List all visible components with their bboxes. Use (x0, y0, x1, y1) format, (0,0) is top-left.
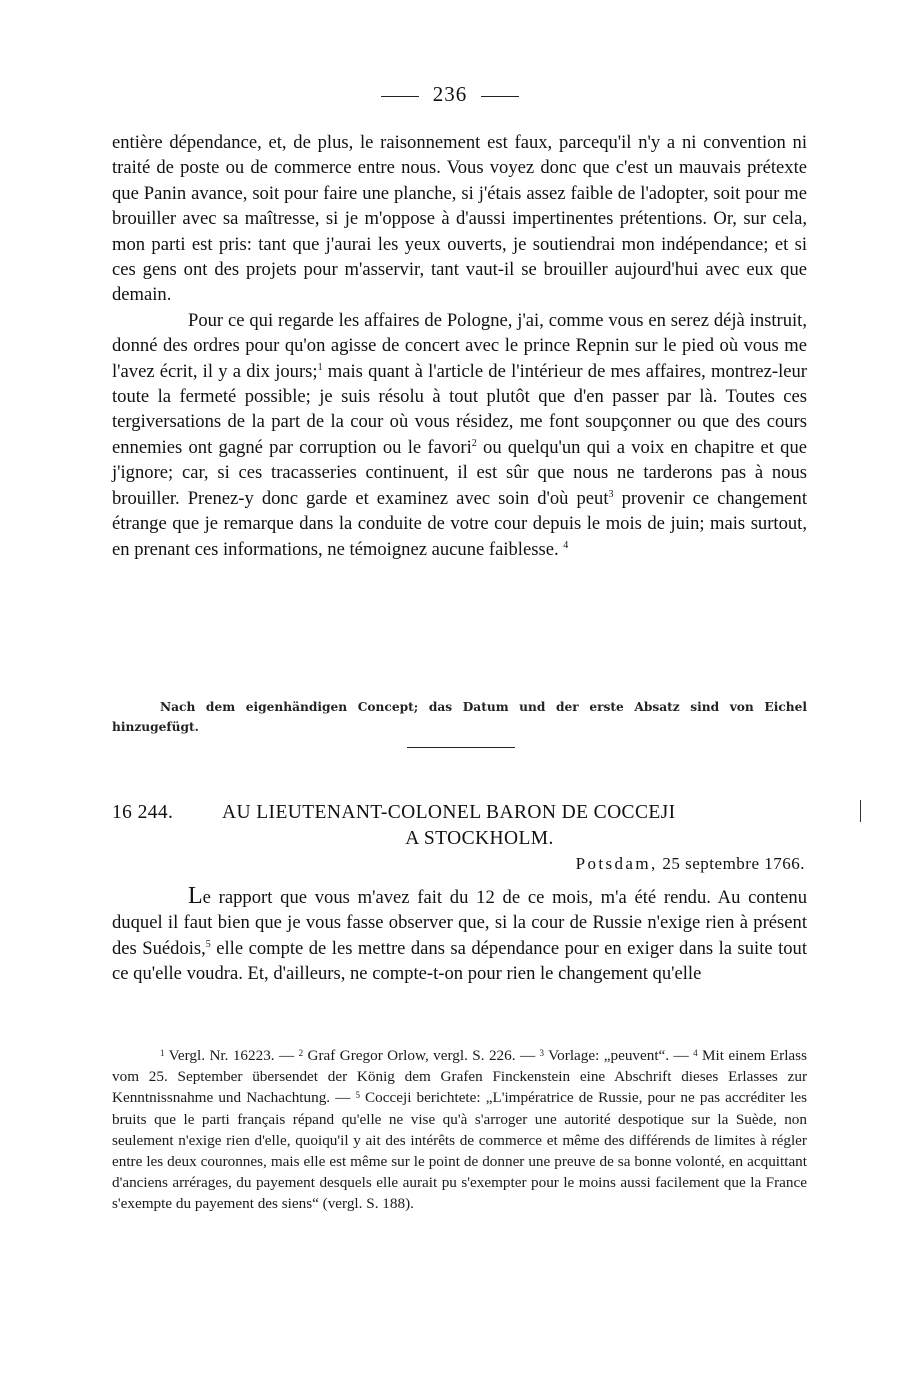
previous-letter-body (112, 130, 807, 562)
letter-heading-line-1: AU LIEUTENANT-COLONEL BARON DE COCCEJI (222, 802, 676, 823)
section-divider (407, 747, 515, 748)
dateline-date: 25 septembre 1766. (657, 854, 805, 873)
footnote-marker-5: 5 (205, 938, 211, 950)
footnote-4-number: 4 (693, 1048, 698, 1058)
letter-body (112, 884, 807, 987)
paragraph-2-text-a: Pour ce qui regarde les affaires de Pologne, j'ai, comme vous en serez déjà instruit, donné des ordres pour qu'on agisse de concert avec le prince Repnin sur le pied où vous me l'avez écrit, il y a dix jours; (112, 309, 807, 382)
letter-initial: L (188, 883, 203, 909)
page-number-text: 236 (432, 82, 468, 106)
footnote-3-number: 3 (539, 1048, 545, 1058)
paragraph-2 (112, 308, 807, 562)
footnote-4-text: Mit einem Erlass vom 25. September übersendet der König dem Grafen Finckenstein eine Abschrift dieses Erlasses zur Kenntnissnahme und Nachachtung. — (112, 1047, 807, 1107)
page-number-dash-left (381, 96, 419, 97)
page-number (0, 82, 900, 107)
footnote-1-number: 1 (160, 1048, 165, 1058)
footnote-5-text: Cocceji berichtete: „L'impératrice de Russie, pour ne pas accréditer les bruits que le parti français répand qu'elle ne vise qu'à s'arroger une autorité despotique sur la Suède, non seulement n'exige rien d'elle, quoiqu'il y ait des intérêts de commerce et même des différends de limites à régler entre les deux couronnes, mais elle est même sur le point de donner une preuve de sa bonne volonté, en acquittant d'anciens arrérages, du payement desquels elle aurait pu s'exempter pour le moins aussi facilement que la France s'exempte du payement des siens“ (vergl. S. 188). (112, 1089, 807, 1213)
footnote-marker-3: 3 (608, 488, 614, 500)
paragraph-2-text-d: provenir ce changement étrange que je remarque dans la conduite de votre cour depuis le mois de juin; mais surtout, en prenant ces informations, ne témoignez aucune faiblesse. (112, 487, 807, 560)
footnote-marker-2: 2 (471, 437, 477, 449)
footnote-3-text: Vorlage: „peuvent“. — (544, 1047, 694, 1064)
footnotes (112, 1045, 807, 1215)
page-number-dash-right (481, 96, 519, 97)
paragraph-2-text-c: ou quelqu'un qui a voix en chapitre et que j'ignore; car, si ces tracasseries continuent, il est sûr que nous ne tarderons pas à nous brouiller. Prenez-y donc garde et examinez avec soin d'où peut (112, 436, 807, 509)
footnote-5-number: 5 (355, 1090, 360, 1101)
paragraph-1: entière dépendance, et, de plus, le raisonnement est faux, parcequ'il n'y a ni convention ni traité de poste ou de commerce entre nous. Vous voyez donc que c'est un mauvais prétexte que Panin avance, soit pour faire une planche, si j'étais assez faible de l'adopter, soit pour me brouiller avec sa maîtresse, si je m'oppose à d'aussi impertinentes prétentions. Or, sur cela, mon parti est pris: tant que j'aurai les yeux ouverts, je soutiendrai mon indépendance; et si ces gens ont des projets pour m'asservir, tant vaut-il se brouiller aujourd'hui avec eux que demain. (112, 132, 807, 306)
footnote-2-number: 2 (298, 1048, 304, 1058)
footnote-1-text: Vergl. Nr. 16223. — (164, 1047, 299, 1064)
letter-number: 16 244. (112, 802, 174, 823)
letter-text-a: e rapport que vous m'avez fait du 12 de ce mois, m'a été rendu. Au contenu duquel il faut bien que je vous fasse observer que, si la cour de Russie n'exige rien à présent des Suédois, (112, 887, 807, 959)
paragraph-2-text-b: mais quant à l'article de l'intérieur de mes affaires, montrez-leur toute la fermeté possible; je suis résolu à tout plutôt que d'en passer par là. Toutes ces tergiversations de la part de la cour où vous résidez, me font soupçonner ou que des cours ennemies ont gagné par corruption ou le favori (112, 360, 807, 458)
footnote-marker-1: 1 (317, 361, 323, 373)
margin-mark (860, 800, 861, 822)
dateline-place: Potsdam, (575, 854, 658, 873)
letter-text-b: elle compte de les mettre dans sa dépendance pour en exiger dans la suite tout ce qu'elle voudra. Et, d'ailleurs, ne compte-t-on pour rien le changement qu'elle (112, 937, 807, 985)
letter-heading (112, 800, 812, 852)
footnote-marker-4: 4 (563, 539, 569, 551)
dateline (576, 854, 805, 874)
footnote-2-text: Graf Gregor Orlow, vergl. S. 226. — (303, 1047, 540, 1064)
letter-paragraph-1 (112, 884, 807, 987)
source-note: Nach dem eigenhändigen Concept; das Datum und der erste Absatz sind von Eichel hinzugefügt. (112, 700, 807, 734)
letter-heading-line-2: A STOCKHOLM. (405, 828, 554, 849)
footnote-block (112, 1045, 807, 1215)
